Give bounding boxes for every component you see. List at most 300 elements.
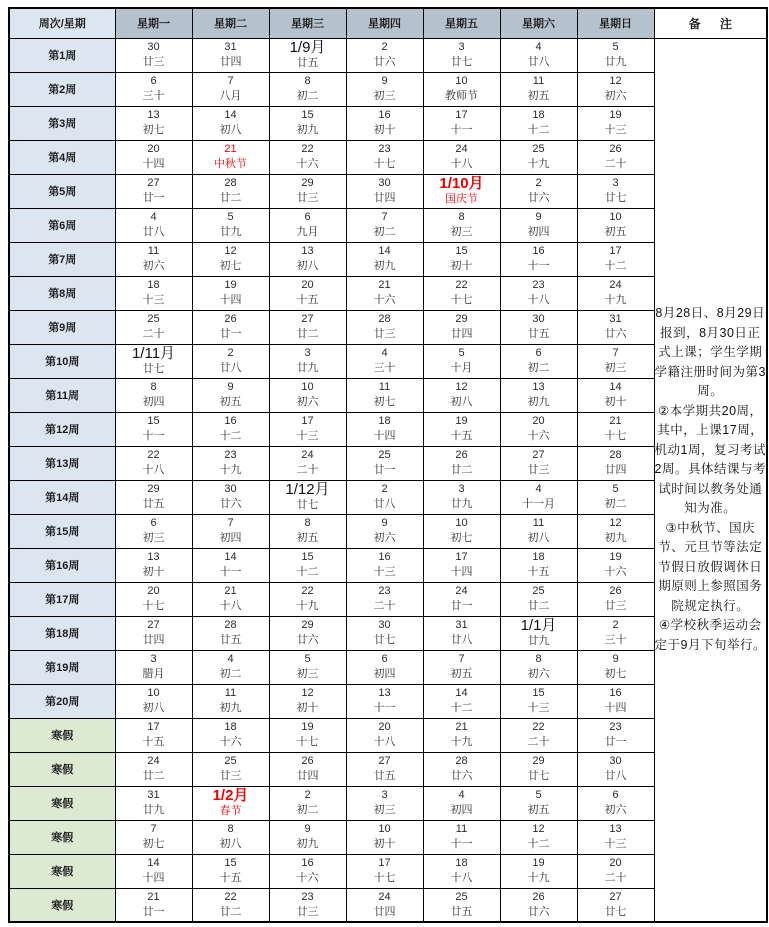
calendar-cell <box>192 548 269 582</box>
cell-day-number: 23 <box>609 721 622 733</box>
cell-day-number: 4 <box>535 41 542 53</box>
cell-day-number: 30 <box>378 177 391 189</box>
cell-day-number: 12 <box>455 381 468 393</box>
cell-day-number: 22 <box>301 143 314 155</box>
cell-day-number: 7 <box>227 517 234 529</box>
calendar-header-row <box>9 8 767 38</box>
calendar-cell <box>577 38 654 72</box>
cell-day-number: 17 <box>455 109 468 121</box>
cell-day-number: 29 <box>147 483 160 495</box>
cell-lunar-label: 十四 <box>604 702 627 714</box>
cell-lunar-label: 十月 <box>450 362 473 374</box>
cell-day-number: 31 <box>224 41 237 53</box>
cell-lunar-label: 十八 <box>219 600 242 612</box>
week-row-label: 第20周 <box>9 684 115 718</box>
cell-day-number: 6 <box>304 211 311 223</box>
cell-day-number: 4 <box>458 789 465 801</box>
cell-lunar-label: 十二 <box>527 124 550 136</box>
cell-day-number: 16 <box>224 415 237 427</box>
cell-lunar-label: 十七 <box>373 158 396 170</box>
calendar-cell <box>423 72 500 106</box>
cell-day-number: 28 <box>455 755 468 767</box>
calendar-cell <box>500 106 577 140</box>
calendar-cell <box>346 650 423 684</box>
calendar-cell <box>192 480 269 514</box>
calendar-cell <box>500 888 577 922</box>
calendar-cell <box>192 378 269 412</box>
cell-day-number: 9 <box>612 653 619 665</box>
cell-lunar-label: 初六 <box>527 668 550 680</box>
cell-day-number: 30 <box>532 313 545 325</box>
calendar-cell <box>269 242 346 276</box>
cell-lunar-label: 廿二 <box>527 600 550 612</box>
cell-lunar-label: 廿二 <box>296 328 319 340</box>
week-row-label: 第4周 <box>9 140 115 174</box>
cell-lunar-label: 廿六 <box>450 770 473 782</box>
cell-day-number: 20 <box>147 585 160 597</box>
calendar-cell <box>500 548 577 582</box>
calendar-row <box>9 684 767 718</box>
cell-lunar-label: 十六 <box>527 430 550 442</box>
cell-lunar-label: 廿八 <box>450 634 473 646</box>
calendar-cell <box>500 242 577 276</box>
cell-lunar-label: 廿一 <box>142 905 165 918</box>
calendar-cell <box>500 854 577 888</box>
calendar-cell <box>423 446 500 480</box>
cell-lunar-label: 廿六 <box>219 498 242 510</box>
cell-lunar-label: 十六 <box>296 158 319 170</box>
cell-day-number: 23 <box>378 143 391 155</box>
cell-day-number: 26 <box>532 890 545 903</box>
week-row-label: 第19周 <box>9 650 115 684</box>
cell-lunar-label: 初十 <box>373 838 396 850</box>
cell-lunar-label: 廿九 <box>296 362 319 374</box>
calendar-cell <box>192 208 269 242</box>
cell-lunar-label: 廿九 <box>142 804 165 816</box>
calendar-cell <box>577 72 654 106</box>
cell-day-number: 16 <box>609 687 622 699</box>
calendar-row <box>9 718 767 752</box>
cell-day-number: 13 <box>609 823 622 835</box>
cell-day-number: 4 <box>150 211 157 223</box>
cell-day-number: 13 <box>301 245 314 257</box>
calendar-cell <box>346 820 423 854</box>
cell-day-number: 12 <box>224 245 237 257</box>
calendar-cell <box>346 72 423 106</box>
cell-day-number: 1/2月 <box>212 787 249 804</box>
cell-day-number: 26 <box>224 313 237 325</box>
calendar-cell <box>192 616 269 650</box>
cell-lunar-label: 廿五 <box>450 905 473 918</box>
cell-lunar-label: 十三 <box>604 124 627 136</box>
cell-day-number: 4 <box>227 653 234 665</box>
cell-lunar-label: 初七 <box>604 668 627 680</box>
cell-day-number: 28 <box>609 449 622 461</box>
cell-lunar-label: 初二 <box>296 90 319 102</box>
cell-day-number: 24 <box>147 755 160 767</box>
cell-lunar-label: 廿八 <box>527 56 550 68</box>
cell-lunar-label: 十七 <box>142 600 165 612</box>
cell-lunar-label: 三十 <box>142 90 165 102</box>
cell-day-number: 30 <box>378 619 391 631</box>
calendar-row <box>9 582 767 616</box>
cell-lunar-label: 廿七 <box>142 363 165 375</box>
cell-day-number: 22 <box>224 890 237 903</box>
calendar-cell <box>269 786 346 820</box>
cell-lunar-label: 初四 <box>142 396 165 408</box>
holiday-row-label: 寒假 <box>9 786 115 820</box>
calendar-cell <box>577 616 654 650</box>
cell-day-number: 15 <box>301 109 314 121</box>
cell-day-number: 11 <box>532 75 545 87</box>
calendar-cell <box>269 684 346 718</box>
cell-lunar-label: 十三 <box>527 702 550 714</box>
cell-lunar-label: 十九 <box>604 294 627 306</box>
calendar-cell <box>346 38 423 72</box>
cell-day-number: 3 <box>458 41 465 53</box>
cell-lunar-label: 初十 <box>604 396 627 408</box>
day-header-7: 星期日 <box>577 8 654 38</box>
cell-lunar-label: 中秋节 <box>214 158 247 170</box>
calendar-cell <box>500 684 577 718</box>
calendar-cell <box>115 378 192 412</box>
calendar-cell <box>346 344 423 378</box>
calendar-row <box>9 650 767 684</box>
cell-day-number: 24 <box>455 585 468 597</box>
cell-lunar-label: 初九 <box>296 838 319 850</box>
calendar-cell <box>577 786 654 820</box>
calendar-row <box>9 514 767 548</box>
cell-day-number: 11 <box>532 517 545 529</box>
cell-lunar-label: 十八 <box>450 158 473 170</box>
calendar-row <box>9 752 767 786</box>
day-header-1: 星期一 <box>115 8 192 38</box>
cell-lunar-label: 十七 <box>296 736 319 748</box>
cell-day-number: 7 <box>458 653 465 665</box>
cell-day-number: 2 <box>304 789 311 801</box>
cell-day-number: 21 <box>224 585 237 597</box>
cell-day-number: 2 <box>612 619 619 631</box>
cell-lunar-label: 初六 <box>373 532 396 544</box>
cell-lunar-label: 初三 <box>373 90 396 102</box>
cell-lunar-label: 教师节 <box>445 90 478 102</box>
calendar-row <box>9 242 767 276</box>
cell-lunar-label: 十一 <box>527 260 550 272</box>
calendar-cell <box>192 106 269 140</box>
cell-day-number: 19 <box>455 415 468 427</box>
cell-lunar-label: 初十 <box>142 566 165 578</box>
cell-lunar-label: 初四 <box>527 226 550 238</box>
cell-lunar-label: 廿四 <box>450 328 473 340</box>
calendar-cell <box>500 174 577 208</box>
cell-day-number: 8 <box>304 517 311 529</box>
calendar-cell <box>115 242 192 276</box>
cell-day-number: 14 <box>147 857 160 869</box>
cell-lunar-label: 廿五 <box>142 498 165 510</box>
calendar-cell <box>423 174 500 208</box>
cell-day-number: 29 <box>301 619 314 631</box>
calendar-cell <box>423 412 500 446</box>
cell-lunar-label: 廿二 <box>450 464 473 476</box>
cell-lunar-label: 十五 <box>296 294 319 306</box>
cell-lunar-label: 廿二 <box>219 905 242 918</box>
cell-lunar-label: 十二 <box>604 260 627 272</box>
calendar-cell <box>192 854 269 888</box>
cell-lunar-label: 十六 <box>296 872 319 884</box>
cell-day-number: 3 <box>381 789 388 801</box>
cell-day-number: 7 <box>381 211 388 223</box>
cell-lunar-label: 廿四 <box>296 770 319 782</box>
calendar-cell <box>423 378 500 412</box>
calendar-cell <box>269 310 346 344</box>
calendar-cell <box>500 718 577 752</box>
calendar-cell <box>269 548 346 582</box>
calendar-cell <box>269 446 346 480</box>
calendar-cell <box>115 718 192 752</box>
calendar-cell <box>500 72 577 106</box>
cell-day-number: 25 <box>532 143 545 155</box>
cell-lunar-label: 初六 <box>142 260 165 272</box>
cell-lunar-label: 十七 <box>373 872 396 884</box>
calendar-row <box>9 820 767 854</box>
calendar-cell <box>423 786 500 820</box>
calendar-cell <box>577 106 654 140</box>
cell-lunar-label: 廿八 <box>219 362 242 374</box>
cell-day-number: 15 <box>224 857 237 869</box>
cell-day-number: 21 <box>455 721 468 733</box>
cell-lunar-label: 三十 <box>373 362 396 374</box>
cell-lunar-label: 二十 <box>296 464 319 476</box>
cell-lunar-label: 二十 <box>142 328 165 340</box>
cell-lunar-label: 初四 <box>373 668 396 680</box>
calendar-cell <box>192 72 269 106</box>
cell-lunar-label: 廿三 <box>296 192 319 204</box>
calendar-cell <box>577 548 654 582</box>
cell-lunar-label: 初八 <box>527 532 550 544</box>
note-paragraph: ②本学期共20周，其中，上课17周，机动1周，复习考试2周。具体结课与考试时间以教务处通知为准。 <box>654 403 766 516</box>
day-header-4: 星期四 <box>346 8 423 38</box>
calendar-row <box>9 412 767 446</box>
calendar-cell <box>500 38 577 72</box>
calendar-cell <box>115 412 192 446</box>
calendar-cell <box>269 378 346 412</box>
calendar-row <box>9 38 767 72</box>
calendar-cell <box>269 752 346 786</box>
cell-day-number: 21 <box>609 415 622 427</box>
cell-lunar-label: 十一 <box>450 838 473 850</box>
cell-lunar-label: 十一 <box>219 566 242 578</box>
cell-lunar-label: 初七 <box>142 124 165 136</box>
cell-day-number: 27 <box>147 177 160 189</box>
cell-day-number: 17 <box>455 551 468 563</box>
cell-day-number: 23 <box>224 449 237 461</box>
calendar-cell <box>346 378 423 412</box>
cell-lunar-label: 初八 <box>296 260 319 272</box>
week-row-label: 第14周 <box>9 480 115 514</box>
cell-day-number: 14 <box>224 109 237 121</box>
calendar-cell <box>115 72 192 106</box>
cell-day-number: 1/1月 <box>520 617 557 634</box>
cell-lunar-label: 初七 <box>373 396 396 408</box>
calendar-cell <box>346 140 423 174</box>
cell-day-number: 23 <box>301 890 314 903</box>
calendar-cell <box>500 344 577 378</box>
cell-day-number: 6 <box>535 347 542 359</box>
cell-lunar-label: 十六 <box>219 736 242 748</box>
calendar-cell <box>115 888 192 922</box>
cell-day-number: 11 <box>147 245 160 257</box>
calendar-cell <box>423 106 500 140</box>
cell-day-number: 17 <box>147 721 160 733</box>
cell-lunar-label: 廿九 <box>450 498 473 510</box>
cell-day-number: 19 <box>609 109 622 121</box>
cell-day-number: 8 <box>535 653 542 665</box>
cell-lunar-label: 十九 <box>296 600 319 612</box>
cell-lunar-label: 廿四 <box>373 905 396 918</box>
cell-day-number: 26 <box>609 585 622 597</box>
cell-day-number: 29 <box>455 313 468 325</box>
cell-lunar-label: 二十 <box>604 158 627 170</box>
cell-day-number: 2 <box>381 41 388 53</box>
cell-day-number: 3 <box>150 653 157 665</box>
cell-lunar-label: 廿五 <box>373 770 396 782</box>
calendar-cell <box>577 480 654 514</box>
cell-day-number: 28 <box>224 177 237 189</box>
day-header-6: 星期六 <box>500 8 577 38</box>
cell-day-number: 14 <box>378 245 391 257</box>
notes-header: 备 注 <box>654 8 767 38</box>
week-row-label: 第15周 <box>9 514 115 548</box>
calendar-cell <box>423 582 500 616</box>
cell-lunar-label: 廿一 <box>604 736 627 748</box>
cell-lunar-label: 廿四 <box>219 56 242 68</box>
calendar-cell <box>269 174 346 208</box>
cell-day-number: 1/11月 <box>131 345 176 362</box>
week-row-label: 第18周 <box>9 616 115 650</box>
cell-day-number: 26 <box>301 755 314 767</box>
cell-day-number: 20 <box>532 415 545 427</box>
cell-lunar-label: 十七 <box>450 294 473 306</box>
calendar-cell <box>192 684 269 718</box>
calendar-cell <box>423 310 500 344</box>
cell-lunar-label: 廿八 <box>142 226 165 238</box>
calendar-cell <box>115 548 192 582</box>
cell-day-number: 22 <box>455 279 468 291</box>
calendar-cell <box>423 38 500 72</box>
cell-lunar-label: 初八 <box>142 702 165 714</box>
calendar-cell <box>192 718 269 752</box>
cell-day-number: 12 <box>301 687 314 699</box>
cell-lunar-label: 十六 <box>373 294 396 306</box>
cell-lunar-label: 初九 <box>373 260 396 272</box>
cell-day-number: 14 <box>224 551 237 563</box>
cell-day-number: 13 <box>147 551 160 563</box>
cell-day-number: 5 <box>612 41 619 53</box>
cell-day-number: 15 <box>147 415 160 427</box>
calendar-cell <box>115 650 192 684</box>
calendar-cell <box>500 208 577 242</box>
cell-lunar-label: 十四 <box>142 872 165 884</box>
cell-day-number: 30 <box>609 755 622 767</box>
cell-day-number: 6 <box>612 789 619 801</box>
cell-lunar-label: 十三 <box>604 838 627 850</box>
calendar-cell <box>346 582 423 616</box>
cell-lunar-label: 初三 <box>296 668 319 680</box>
cell-lunar-label: 十九 <box>450 736 473 748</box>
cell-lunar-label: 廿六 <box>296 634 319 646</box>
cell-day-number: 10 <box>301 381 314 393</box>
calendar-row <box>9 276 767 310</box>
cell-lunar-label: 初六 <box>604 804 627 816</box>
cell-lunar-label: 廿九 <box>604 56 627 68</box>
calendar-cell <box>500 140 577 174</box>
calendar-cell <box>192 888 269 922</box>
cell-day-number: 29 <box>532 755 545 767</box>
cell-lunar-label: 廿一 <box>450 600 473 612</box>
calendar-cell <box>192 820 269 854</box>
calendar-cell <box>192 582 269 616</box>
calendar-cell <box>500 446 577 480</box>
calendar-cell <box>423 276 500 310</box>
week-row-label: 第16周 <box>9 548 115 582</box>
calendar-cell <box>192 276 269 310</box>
holiday-row-label: 寒假 <box>9 820 115 854</box>
cell-day-number: 6 <box>381 653 388 665</box>
calendar-cell <box>192 242 269 276</box>
corner-header: 周次/星期 <box>9 8 115 38</box>
cell-lunar-label: 初二 <box>219 668 242 680</box>
cell-lunar-label: 初五 <box>527 90 550 102</box>
cell-day-number: 25 <box>378 449 391 461</box>
calendar-cell <box>423 854 500 888</box>
cell-lunar-label: 廿七 <box>604 905 627 918</box>
calendar-cell <box>346 786 423 820</box>
cell-day-number: 18 <box>224 721 237 733</box>
calendar-cell <box>269 854 346 888</box>
calendar-cell <box>423 718 500 752</box>
calendar-cell <box>346 718 423 752</box>
calendar-cell <box>192 514 269 548</box>
cell-day-number: 7 <box>150 823 157 835</box>
calendar-cell <box>577 412 654 446</box>
week-row-label: 第8周 <box>9 276 115 310</box>
week-row-label: 第5周 <box>9 174 115 208</box>
cell-lunar-label: 初三 <box>604 362 627 374</box>
calendar-cell <box>577 854 654 888</box>
cell-day-number: 15 <box>301 551 314 563</box>
cell-day-number: 1/10月 <box>439 175 484 192</box>
calendar-cell <box>115 208 192 242</box>
calendar-cell <box>115 344 192 378</box>
calendar-row <box>9 616 767 650</box>
calendar-cell <box>269 344 346 378</box>
cell-lunar-label: 十八 <box>527 294 550 306</box>
week-row-label: 第13周 <box>9 446 115 480</box>
cell-day-number: 9 <box>535 211 542 223</box>
cell-day-number: 5 <box>304 653 311 665</box>
cell-day-number: 9 <box>227 381 234 393</box>
cell-lunar-label: 初五 <box>527 804 550 816</box>
cell-day-number: 8 <box>150 381 157 393</box>
cell-day-number: 28 <box>378 313 391 325</box>
cell-lunar-label: 十四 <box>142 158 165 170</box>
cell-lunar-label: 十三 <box>296 430 319 442</box>
calendar-row <box>9 344 767 378</box>
notes-cell <box>654 38 767 922</box>
calendar-cell <box>577 752 654 786</box>
cell-day-number: 22 <box>301 585 314 597</box>
calendar-cell <box>423 820 500 854</box>
